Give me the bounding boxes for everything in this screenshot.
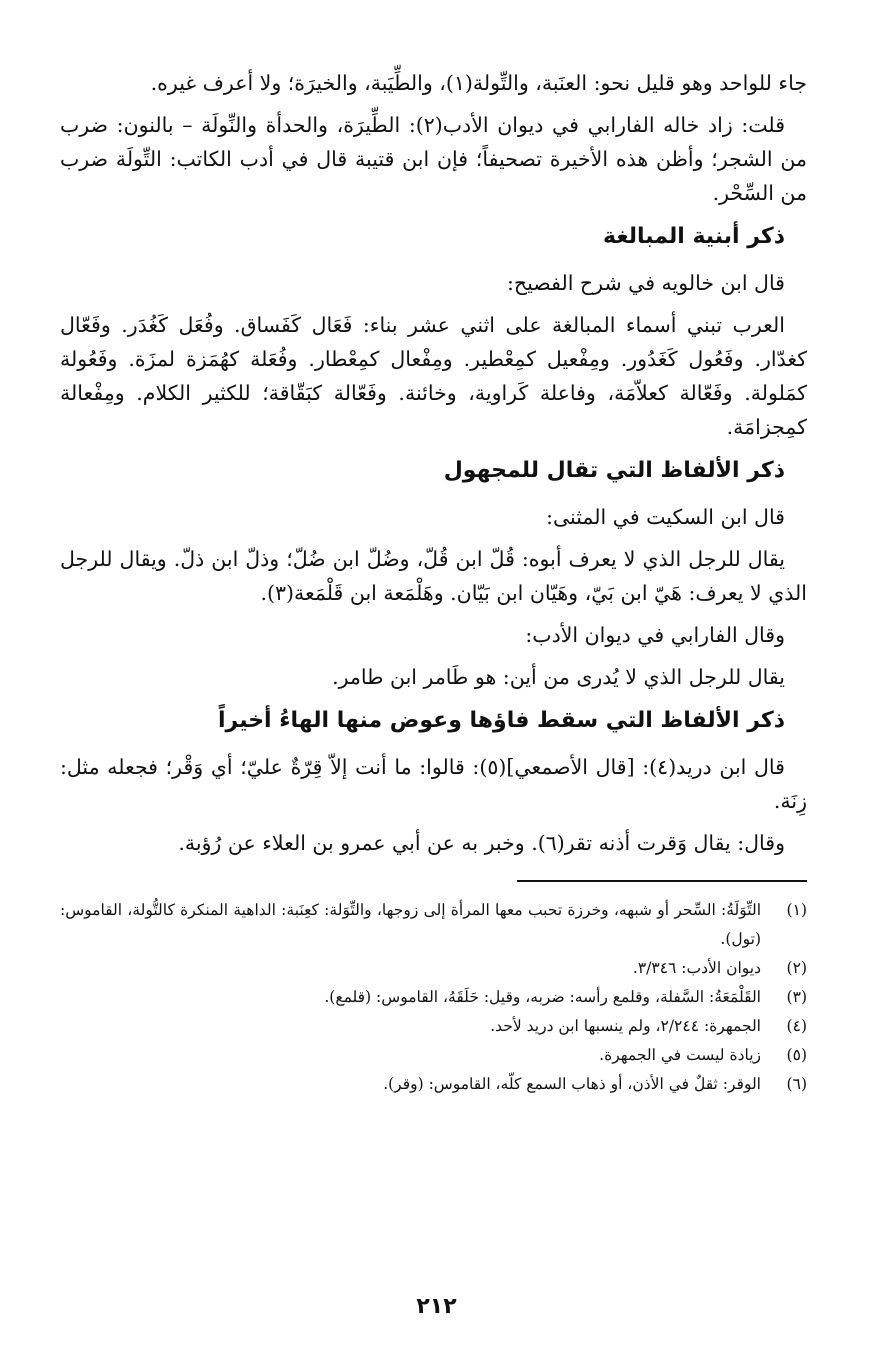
footnote-text: ديوان الأدب: ٣/٣٤٦. bbox=[632, 959, 761, 977]
footnote-number: (٥) bbox=[786, 1046, 807, 1064]
footnote-text: زيادة ليست في الجمهرة. bbox=[599, 1046, 761, 1064]
paragraph: قلت: زاد خاله الفارابي في ديوان الأدب(٢): الطِّيرَة، والحدأة والنِّولَة – بالنون: ضرب من الشجر؛ وأظن هذه الأخيرة تصحيفاً؛ فإن ابن قتيبة قال في أدب الكاتب: التِّولَة ضرب من السِّحْر. bbox=[60, 113, 807, 205]
footnote bbox=[60, 954, 807, 983]
footnote-number: (٢) bbox=[786, 959, 807, 977]
footnote bbox=[60, 1070, 807, 1099]
footnote bbox=[60, 983, 807, 1012]
footnote-number: (٤) bbox=[786, 1017, 807, 1035]
section-heading: ذكر الألفاظ التي تقال للمجهول bbox=[443, 458, 785, 483]
footnote-divider bbox=[517, 880, 807, 882]
paragraph: قال ابن دريد(٤): [قال الأصمعي](٥): قالوا: ما أنت إلاّ قِرّةٌ عليّ؛ أي وَقْر؛ فجعله مثل: زِنَة. bbox=[60, 755, 807, 813]
footnote-text: القَلْمَعَةُ: السَّفلة، وقلمع رأسه: ضربه، وقيل: حَلَقَهُ، القاموس: (قلمع). bbox=[324, 988, 761, 1006]
book-page bbox=[60, 66, 807, 1099]
paragraph: قال ابن خالويه في شرح الفصيح: bbox=[506, 271, 785, 295]
footnote bbox=[60, 896, 807, 954]
section-heading: ذكر الألفاظ التي سقط فاؤها وعوض منها الهاءُ أخيراً bbox=[217, 708, 785, 733]
paragraph: يقال للرجل الذي لا يُدرى من أين: هو طَامر ابن طامر. bbox=[332, 665, 785, 689]
footnote bbox=[60, 1012, 807, 1041]
paragraph: يقال للرجل الذي لا يعرف أبوه: قُلّ ابن قُلّ، وضُلّ ابن ضُلّ؛ وذلّ ابن ذلّ. ويقال للرجل الذي لا يعرف: هَيّ ابن بَيّ، وهَيّان ابن بَيّان. وهَلْمَعة ابن قَلْمَعة(٣). bbox=[60, 547, 807, 605]
paragraph: قال ابن السكيت في المثنى: bbox=[546, 505, 785, 529]
paragraph: جاء للواحد وهو قليل نحو: العنَبة، والتِّولة(١)، والطِّيَبة، والخيرَة؛ ولا أعرف غيره. bbox=[150, 71, 807, 95]
footnote-number: (٦) bbox=[786, 1075, 807, 1093]
footnotes bbox=[60, 896, 807, 1099]
footnote-text: التِّوَلَةُ: السِّحر أو شبهه، وخرزة تحبب معها المرأة إلى زوجها، والتِّوَلة: كعِنَبة: الداهية المنكرة كالتُّولة، القاموس: (تول). bbox=[60, 901, 761, 948]
footnote bbox=[60, 1041, 807, 1070]
paragraph: وقال الفارابي في ديوان الأدب: bbox=[525, 623, 785, 647]
footnote-number: (١) bbox=[786, 901, 807, 919]
page-number: ٢١٢ bbox=[416, 1294, 457, 1319]
footnote-text: الوقر: ثقلٌ في الأذن، أو ذهاب السمع كلّه، القاموس: (وقر). bbox=[383, 1075, 761, 1093]
paragraph: العرب تبني أسماء المبالغة على اثني عشر بناء: فَعَال كَفَساق. وفُعَل كَغُدَر. وفَعّال كغدّار. وفَعُول كَغَدُور. ومِفْعيل كمِعْطير. ومِفْعال كمِعْطار. وفُعَلة كهُمَزة لمزَة. وفَعُولة كمَلولة. وفَعّالة كعلاّمَة، وفاعلة كَراوية، وخائنة. وفَعّالة كبَقّاقة؛ للكثير الكلام. ومِفْعالة كمِجزامَة. bbox=[60, 313, 807, 439]
footnote-text: الجمهرة: ٢/٢٤٤، ولم ينسبها ابن دريد لأحد. bbox=[490, 1017, 761, 1035]
footnote-number: (٣) bbox=[786, 988, 807, 1006]
paragraph: وقال: يقال وَقرت أذنه تقر(٦). وخبر به عن أبي عمرو بن العلاء عن رُؤبة. bbox=[178, 831, 785, 855]
section-heading: ذكر أبنية المبالغة bbox=[602, 224, 785, 249]
